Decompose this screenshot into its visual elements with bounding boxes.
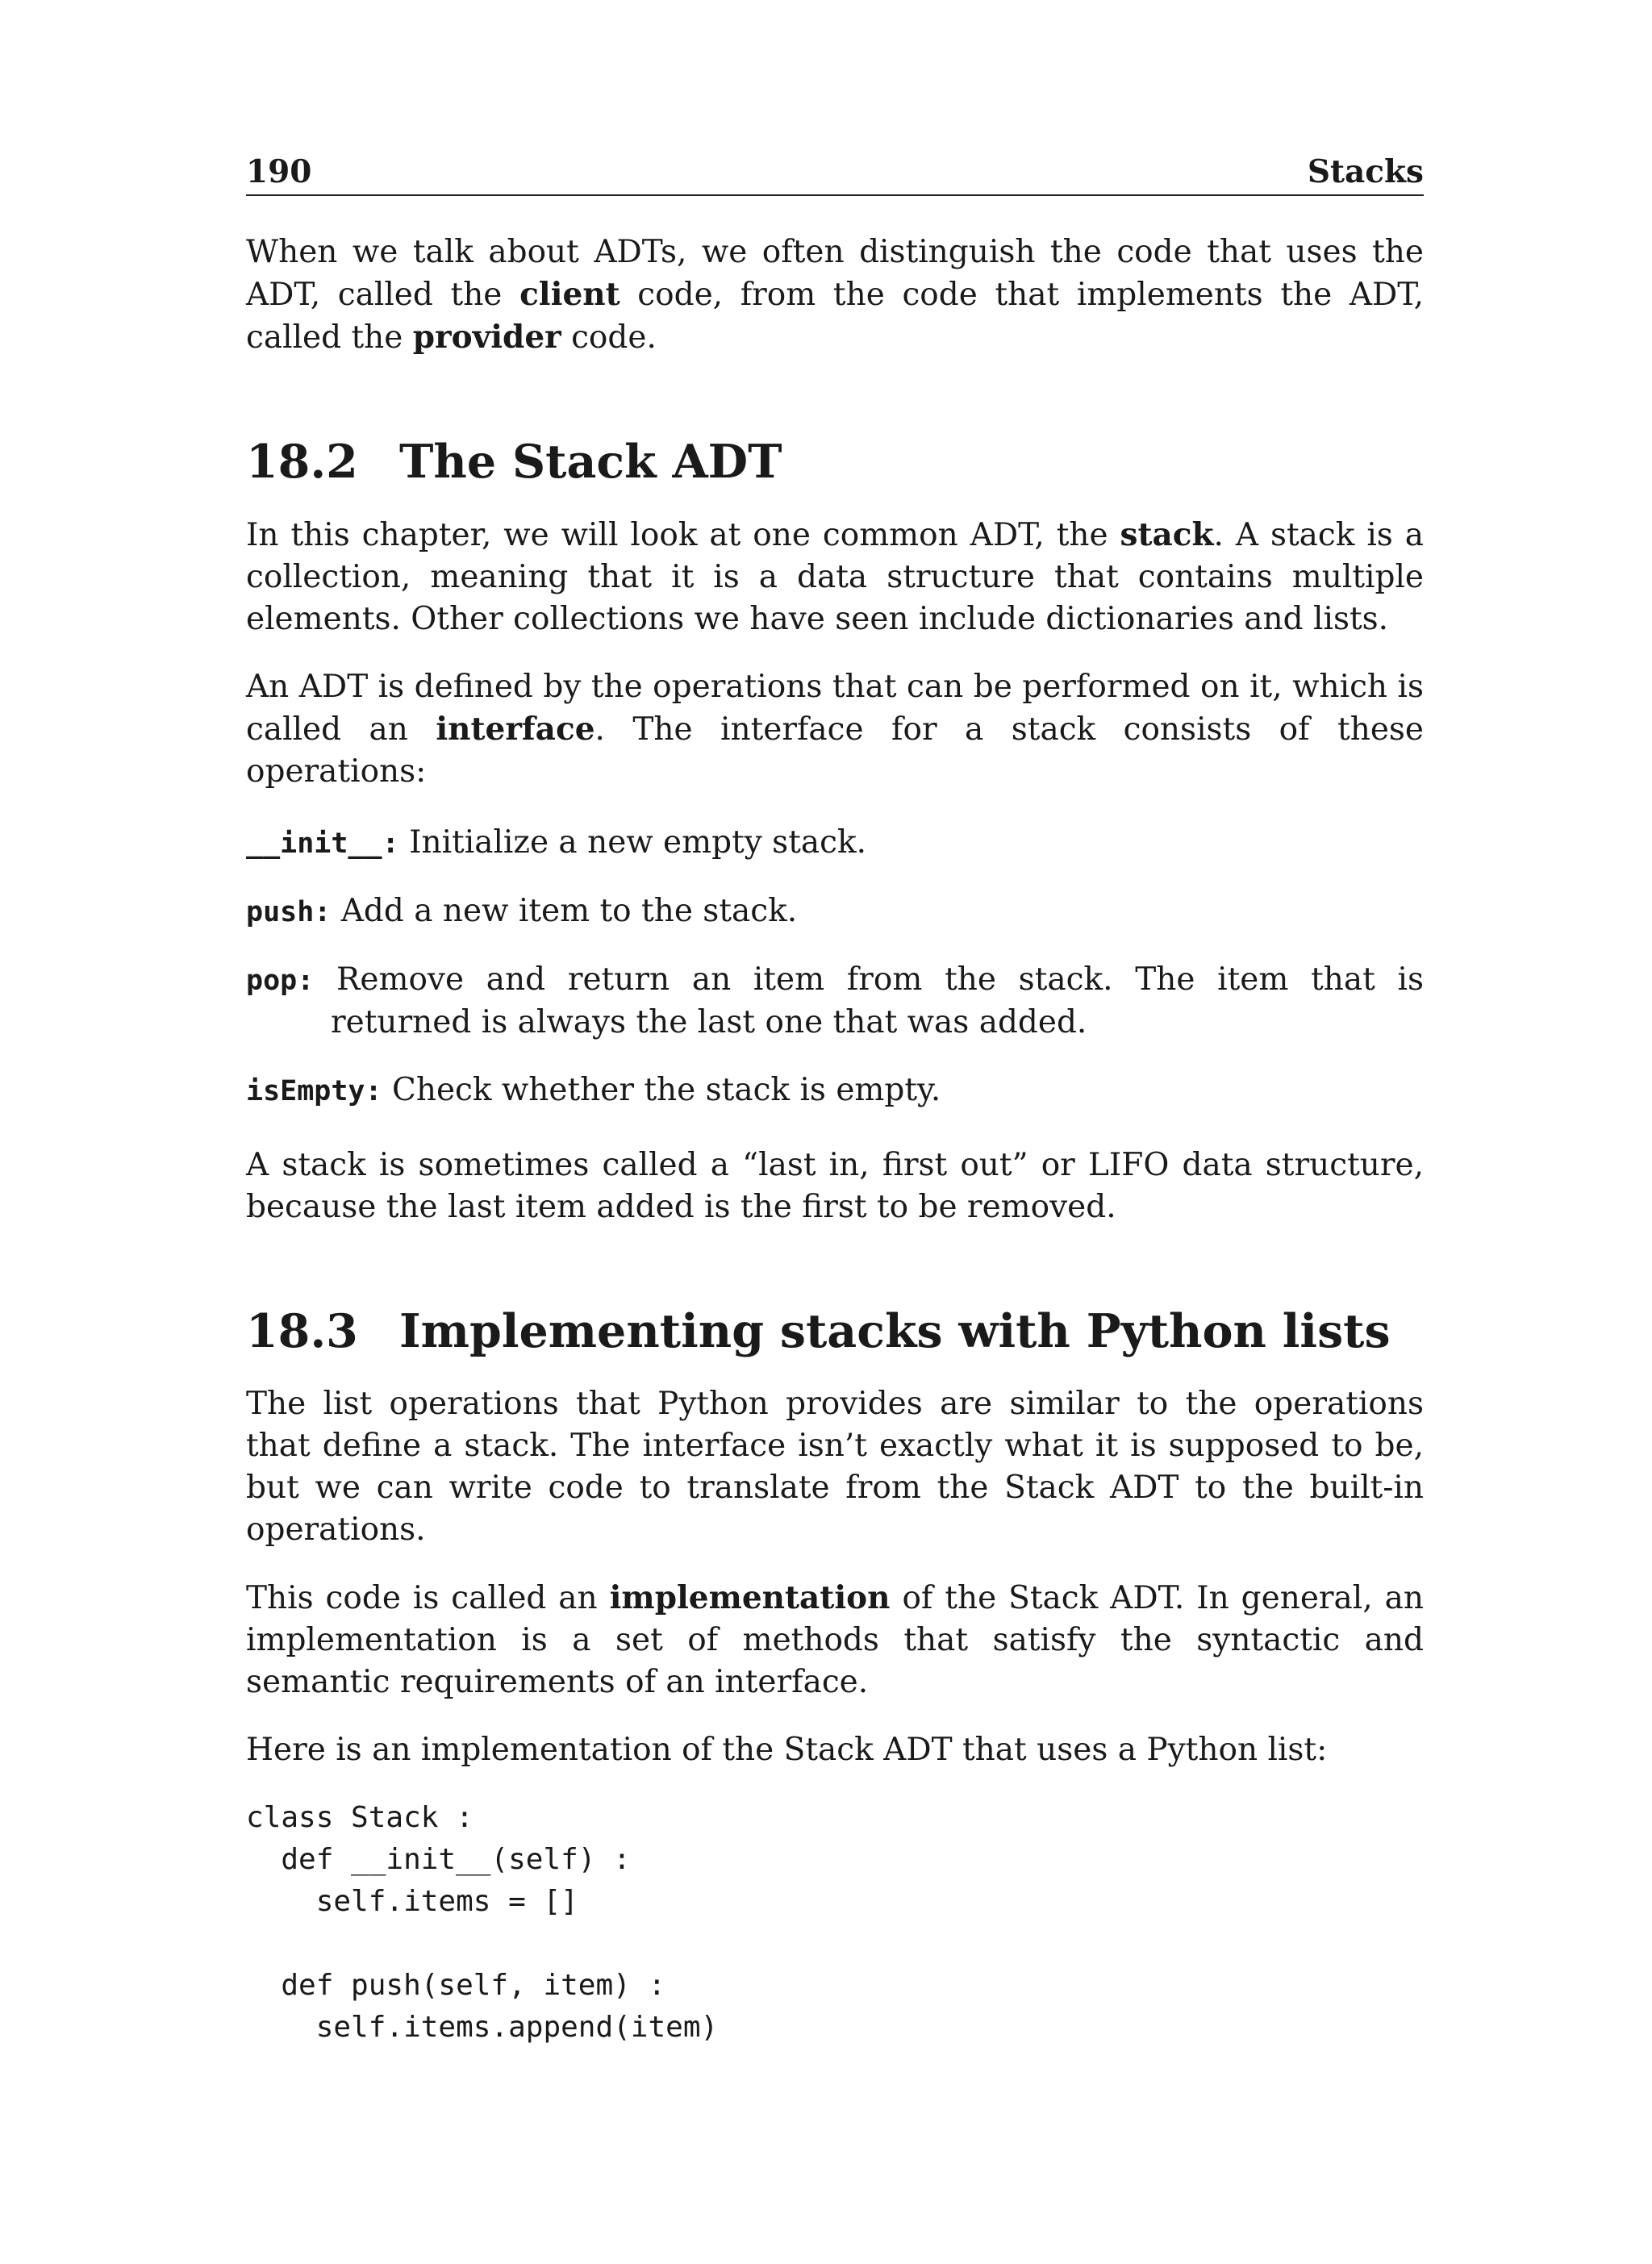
code-line: self.items = [] <box>246 1885 578 1918</box>
section-heading-18-2 <box>246 430 1424 494</box>
operation-pop: pop: Remove and return an item from the stack. The item that is returned is always the last one that was added. <box>246 961 1424 1040</box>
page-number: 190 <box>246 153 312 190</box>
section-title: The Stack ADT <box>399 435 782 489</box>
term-provider: provider <box>412 319 561 356</box>
code-line: class Stack : <box>246 1801 473 1834</box>
code-line <box>246 1923 1424 1965</box>
operation-init: __init__: Initialize a new empty stack. <box>246 824 866 861</box>
list-operations-paragraph: The list operations that Python provides are similar to the operations that define a stack. The interface isn’t exactly what it is supposed to be, but we can write code to translate from the Stack ADT to the built-in operations. <box>246 1386 1424 1548</box>
stack-intro-paragraph: In this chapter, we will look at one common ADT, the stack. A stack is a collection, meaning that it is a data structure that contains multiple elements. Other collections we have seen include dictionaries and lists. <box>246 516 1424 637</box>
code-line: self.items.append(item) <box>246 2011 719 2044</box>
section-heading-18-3 <box>246 1299 1424 1364</box>
term-client: client <box>519 276 620 313</box>
code-line: def __init__(self) : <box>246 1843 631 1876</box>
running-header <box>246 149 1424 196</box>
section-number: 18.2 <box>246 435 358 489</box>
lifo-paragraph: A stack is sometimes called a “last in, first out” or LIFO data structure, because the last item added is the first to be removed. <box>246 1147 1424 1225</box>
chapter-title: Stacks <box>1307 153 1424 190</box>
section-title: Implementing stacks with Python lists <box>399 1304 1391 1358</box>
operation-push: push: Add a new item to the stack. <box>246 893 798 929</box>
term-interface: interface <box>436 711 595 748</box>
operations-list <box>246 822 1424 1112</box>
book-page <box>246 149 1424 2049</box>
code-intro-paragraph: Here is an implementation of the Stack ADT that uses a Python list: <box>246 1732 1328 1768</box>
term-implementation: implementation <box>609 1579 891 1616</box>
operation-isempty: isEmpty: Check whether the stack is empty. <box>246 1072 941 1108</box>
intro-paragraph: When we talk about ADTs, we often distinguish the code that uses the ADT, called the client code, from the code that implements the ADT, called the provider code. <box>246 234 1424 356</box>
interface-paragraph: An ADT is defined by the operations that can be performed on it, which is called an interface. The interface for a stack consists of these operations: <box>246 669 1425 790</box>
section-number: 18.3 <box>246 1304 358 1358</box>
code-line: def push(self, item) : <box>246 1969 666 2002</box>
implementation-paragraph: This code is called an implementation of the Stack ADT. In general, an implementation is a set of methods that satisfy the syntactic and semantic requirements of an interface. <box>246 1579 1424 1700</box>
term-stack: stack <box>1120 516 1214 553</box>
code-block <box>246 1797 1424 2049</box>
